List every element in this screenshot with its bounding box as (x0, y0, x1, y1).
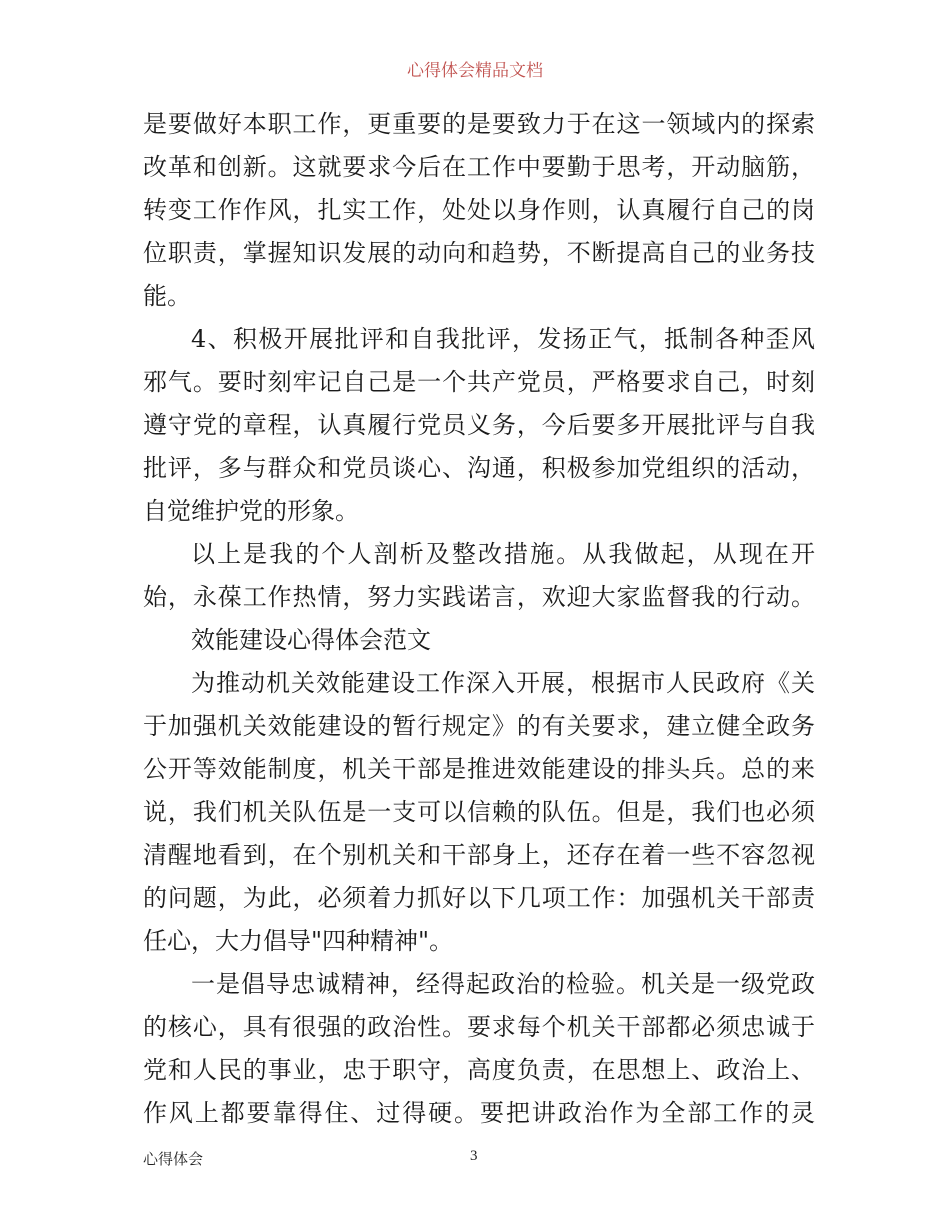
text-line: 4、积极开展批评和自我批评，发扬正气，抵制各种歪风 (191, 325, 815, 353)
text-line: 清醒地看到，在个别机关和干部身上，还存在着一些不容忽视 (143, 841, 815, 869)
text-line: 效能建设心得体会范文 (191, 626, 431, 654)
text-line: 作风上都要靠得住、过得硬。要把讲政治作为全部工作的灵 (143, 1099, 815, 1127)
text-line: 自觉维护党的形象。 (143, 497, 359, 525)
text-line: 的核心，具有很强的政治性。要求每个机关干部都必须忠诚于 (143, 1013, 815, 1041)
text-line: 位职责，掌握知识发展的动向和趋势，不断提高自己的业务技 (143, 239, 815, 267)
text-line: 始，永葆工作热情，努力实践诺言，欢迎大家监督我的行动。 (143, 583, 815, 611)
text-line: 的问题，为此，必须着力抓好以下几项工作：加强机关干部责 (143, 884, 815, 912)
text-line: 邪气。要时刻牢记自己是一个共产党员，严格要求自己，时刻 (143, 368, 815, 396)
page-header-title: 心得体会精品文档 (407, 61, 543, 81)
text-line: 以上是我的个人剖析及整改措施。从我做起，从现在开 (191, 540, 815, 568)
text-line: 为推动机关效能建设工作深入开展，根据市人民政府《关 (191, 669, 815, 697)
text-line: 党和人民的事业，忠于职守，高度负责，在思想上、政治上、 (143, 1056, 815, 1084)
footer-label: 心得体会 (143, 1150, 204, 1168)
text-line: 任心，大力倡导"四种精神"。 (143, 927, 454, 955)
text-line: 能。 (143, 282, 191, 310)
text-line: 遵守党的章程，认真履行党员义务，今后要多开展批评与自我 (143, 411, 815, 439)
text-line: 公开等效能制度，机关干部是推进效能建设的排头兵。总的来 (143, 755, 815, 783)
text-line: 转变工作作风，扎实工作，处处以身作则，认真履行自己的岗 (143, 196, 815, 224)
text-line: 是要做好本职工作，更重要的是要致力于在这一领域内的探索 (143, 110, 815, 138)
text-line: 批评，多与群众和党员谈心、沟通，积极参加党组织的活动， (143, 454, 815, 482)
text-line: 说，我们机关队伍是一支可以信赖的队伍。但是，我们也必须 (143, 798, 815, 826)
text-line: 于加强机关效能建设的暂行规定》的有关要求，建立健全政务 (143, 712, 815, 740)
text-line: 改革和创新。这就要求今后在工作中要勤于思考，开动脑筋， (143, 153, 815, 181)
page-number: 3 (470, 1148, 478, 1164)
document-body (143, 103, 815, 1135)
text-line: 一是倡导忠诚精神，经得起政治的检验。机关是一级党政 (191, 970, 815, 998)
